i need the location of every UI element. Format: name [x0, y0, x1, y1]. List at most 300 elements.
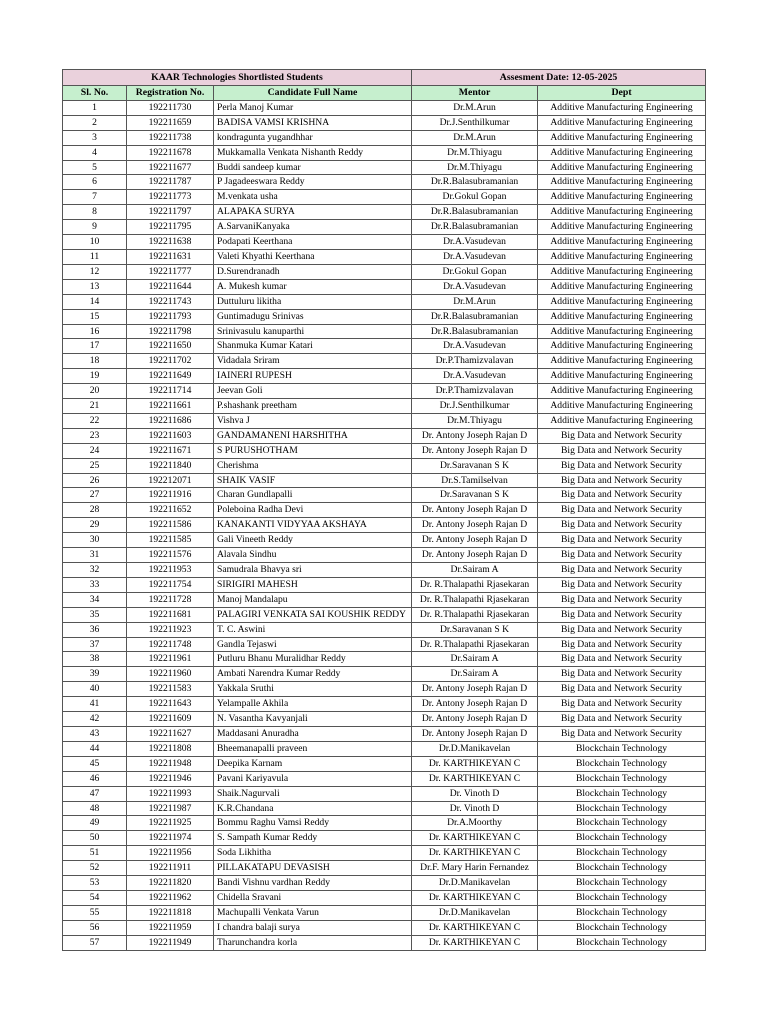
table-row: [63, 890, 706, 905]
table-row: [63, 190, 706, 205]
cell-dept: Additive Manufacturing Engineering: [538, 309, 706, 324]
table-row: [63, 726, 706, 741]
table-row: [63, 354, 706, 369]
cell-sl-no: 1: [63, 100, 127, 115]
table-row: [63, 533, 706, 548]
cell-sl-no: 35: [63, 607, 127, 622]
cell-dept: Blockchain Technology: [538, 905, 706, 920]
cell-candidate-name: S. Sampath Kumar Reddy: [214, 831, 412, 846]
cell-dept: Big Data and Network Security: [538, 697, 706, 712]
cell-sl-no: 46: [63, 771, 127, 786]
cell-dept: Additive Manufacturing Engineering: [538, 145, 706, 160]
cell-sl-no: 39: [63, 667, 127, 682]
cell-registration-no: 192211671: [127, 443, 214, 458]
cell-sl-no: 36: [63, 622, 127, 637]
table-row: [63, 816, 706, 831]
col-header-mentor: Mentor: [412, 86, 538, 101]
cell-registration-no: 192211738: [127, 130, 214, 145]
cell-candidate-name: Gandla Tejaswi: [214, 637, 412, 652]
cell-candidate-name: T. C. Aswini: [214, 622, 412, 637]
cell-sl-no: 13: [63, 279, 127, 294]
cell-dept: Big Data and Network Security: [538, 726, 706, 741]
table-row: [63, 637, 706, 652]
cell-registration-no: 192212071: [127, 473, 214, 488]
cell-registration-no: 192211649: [127, 369, 214, 384]
col-header-dept: Dept: [538, 86, 706, 101]
cell-registration-no: 192211681: [127, 607, 214, 622]
cell-mentor: Dr.S.Tamilselvan: [412, 473, 538, 488]
cell-sl-no: 29: [63, 518, 127, 533]
table-row: [63, 130, 706, 145]
cell-candidate-name: P.shashank preetham: [214, 399, 412, 414]
cell-mentor: Dr. Antony Joseph Rajan D: [412, 518, 538, 533]
cell-sl-no: 16: [63, 324, 127, 339]
cell-mentor: Dr.D.Manikavelan: [412, 741, 538, 756]
cell-dept: Additive Manufacturing Engineering: [538, 130, 706, 145]
cell-registration-no: 192211714: [127, 384, 214, 399]
cell-sl-no: 20: [63, 384, 127, 399]
cell-dept: Additive Manufacturing Engineering: [538, 264, 706, 279]
cell-registration-no: 192211644: [127, 279, 214, 294]
table-row: [63, 413, 706, 428]
cell-candidate-name: Vidadala Sriram: [214, 354, 412, 369]
table-row: [63, 488, 706, 503]
cell-mentor: Dr. Vinoth D: [412, 801, 538, 816]
table-row: [63, 682, 706, 697]
cell-candidate-name: S PURUSHOTHAM: [214, 443, 412, 458]
table-row: [63, 935, 706, 950]
cell-registration-no: 192211993: [127, 786, 214, 801]
cell-mentor: Dr.Saravanan S K: [412, 458, 538, 473]
cell-dept: Big Data and Network Security: [538, 637, 706, 652]
cell-registration-no: 192211925: [127, 816, 214, 831]
cell-registration-no: 192211583: [127, 682, 214, 697]
cell-mentor: Dr.M.Arun: [412, 130, 538, 145]
table-row: [63, 473, 706, 488]
cell-candidate-name: Deepika Karnam: [214, 756, 412, 771]
cell-candidate-name: K.R.Chandana: [214, 801, 412, 816]
cell-sl-no: 38: [63, 652, 127, 667]
cell-dept: Blockchain Technology: [538, 801, 706, 816]
cell-candidate-name: Putluru Bhanu Muralidhar Reddy: [214, 652, 412, 667]
table-row: [63, 920, 706, 935]
cell-sl-no: 49: [63, 816, 127, 831]
cell-candidate-name: D.Surendranadh: [214, 264, 412, 279]
cell-registration-no: 192211961: [127, 652, 214, 667]
cell-candidate-name: GANDAMANENI HARSHITHA: [214, 428, 412, 443]
cell-dept: Big Data and Network Security: [538, 712, 706, 727]
cell-sl-no: 17: [63, 339, 127, 354]
cell-registration-no: 192211702: [127, 354, 214, 369]
cell-sl-no: 40: [63, 682, 127, 697]
cell-mentor: Dr.R.Balasubramanian: [412, 309, 538, 324]
cell-mentor: Dr. R.Thalapathi Rjasekaran: [412, 607, 538, 622]
table-row: [63, 339, 706, 354]
table-row: [63, 220, 706, 235]
assessment-date: Assesment Date: 12-05-2025: [412, 70, 706, 86]
cell-mentor: Dr.D.Manikavelan: [412, 876, 538, 891]
cell-candidate-name: Vishva J: [214, 413, 412, 428]
cell-sl-no: 42: [63, 712, 127, 727]
table-row: [63, 741, 706, 756]
cell-candidate-name: Soda Likhitha: [214, 846, 412, 861]
cell-mentor: Dr. Antony Joseph Rajan D: [412, 533, 538, 548]
sheet-title: KAAR Technologies Shortlisted Students: [63, 70, 412, 86]
cell-mentor: Dr. R.Thalapathi Rjasekaran: [412, 592, 538, 607]
cell-registration-no: 192211586: [127, 518, 214, 533]
cell-candidate-name: Charan Gundlapalli: [214, 488, 412, 503]
table-row: [63, 577, 706, 592]
cell-mentor: Dr. Antony Joseph Rajan D: [412, 428, 538, 443]
cell-mentor: Dr.D.Manikavelan: [412, 905, 538, 920]
cell-dept: Big Data and Network Security: [538, 503, 706, 518]
cell-dept: Big Data and Network Security: [538, 577, 706, 592]
cell-candidate-name: KANAKANTI VIDYYAA AKSHAYA: [214, 518, 412, 533]
cell-mentor: Dr. Antony Joseph Rajan D: [412, 697, 538, 712]
cell-sl-no: 5: [63, 160, 127, 175]
cell-candidate-name: PALAGIRI VENKATA SAI KOUSHIK REDDY: [214, 607, 412, 622]
cell-registration-no: 192211659: [127, 115, 214, 130]
cell-mentor: Dr.A.Vasudevan: [412, 339, 538, 354]
table-row: [63, 861, 706, 876]
table-row: [63, 563, 706, 578]
cell-mentor: Dr. KARTHIKEYAN C: [412, 771, 538, 786]
cell-dept: Additive Manufacturing Engineering: [538, 205, 706, 220]
cell-mentor: Dr. Antony Joseph Rajan D: [412, 682, 538, 697]
cell-sl-no: 12: [63, 264, 127, 279]
cell-mentor: Dr.R.Balasubramanian: [412, 220, 538, 235]
cell-dept: Blockchain Technology: [538, 741, 706, 756]
cell-dept: Big Data and Network Security: [538, 458, 706, 473]
cell-candidate-name: IAINERI RUPESH: [214, 369, 412, 384]
cell-dept: Blockchain Technology: [538, 831, 706, 846]
cell-sl-no: 14: [63, 294, 127, 309]
cell-candidate-name: Machupalli Venkata Varun: [214, 905, 412, 920]
cell-candidate-name: Perla Manoj Kumar: [214, 100, 412, 115]
cell-mentor: Dr. Antony Joseph Rajan D: [412, 443, 538, 458]
cell-candidate-name: Tharunchandra korla: [214, 935, 412, 950]
cell-sl-no: 53: [63, 876, 127, 891]
cell-registration-no: 192211840: [127, 458, 214, 473]
table-row: [63, 205, 706, 220]
cell-registration-no: 192211748: [127, 637, 214, 652]
cell-dept: Additive Manufacturing Engineering: [538, 339, 706, 354]
cell-mentor: Dr.F. Mary Harin Fernandez: [412, 861, 538, 876]
cell-sl-no: 18: [63, 354, 127, 369]
cell-dept: Big Data and Network Security: [538, 443, 706, 458]
cell-registration-no: 192211643: [127, 697, 214, 712]
cell-candidate-name: Pavani Kariyavula: [214, 771, 412, 786]
cell-candidate-name: Ambati Narendra Kumar Reddy: [214, 667, 412, 682]
cell-candidate-name: SIRIGIRI MAHESH: [214, 577, 412, 592]
table-row: [63, 846, 706, 861]
table-row: [63, 622, 706, 637]
cell-mentor: Dr.R.Balasubramanian: [412, 324, 538, 339]
cell-dept: Additive Manufacturing Engineering: [538, 235, 706, 250]
cell-sl-no: 25: [63, 458, 127, 473]
cell-candidate-name: Mukkamalla Venkata Nishanth Reddy: [214, 145, 412, 160]
cell-mentor: Dr.A.Moorthy: [412, 816, 538, 831]
cell-registration-no: 192211818: [127, 905, 214, 920]
cell-candidate-name: Srinivasulu kanuparthi: [214, 324, 412, 339]
table-row: [63, 369, 706, 384]
cell-mentor: Dr.A.Vasudevan: [412, 369, 538, 384]
table-row: [63, 443, 706, 458]
cell-sl-no: 52: [63, 861, 127, 876]
table-row: [63, 756, 706, 771]
cell-candidate-name: Maddasani Anuradha: [214, 726, 412, 741]
cell-dept: Additive Manufacturing Engineering: [538, 324, 706, 339]
cell-registration-no: 192211797: [127, 205, 214, 220]
cell-dept: Additive Manufacturing Engineering: [538, 175, 706, 190]
col-header-registration-no: Registration No.: [127, 86, 214, 101]
cell-mentor: Dr. Antony Joseph Rajan D: [412, 726, 538, 741]
table-row: [63, 905, 706, 920]
cell-candidate-name: Valeti Khyathi Keerthana: [214, 249, 412, 264]
cell-candidate-name: A. Mukesh kumar: [214, 279, 412, 294]
cell-dept: Big Data and Network Security: [538, 518, 706, 533]
cell-dept: Additive Manufacturing Engineering: [538, 249, 706, 264]
table-row: [63, 399, 706, 414]
cell-registration-no: 192211777: [127, 264, 214, 279]
cell-dept: Big Data and Network Security: [538, 607, 706, 622]
col-header-candidate-name: Candidate Full Name: [214, 86, 412, 101]
cell-mentor: Dr.P.Thamizvalavan: [412, 354, 538, 369]
cell-candidate-name: P Jagadeeswara Reddy: [214, 175, 412, 190]
cell-candidate-name: BADISA VAMSI KRISHNA: [214, 115, 412, 130]
cell-dept: Big Data and Network Security: [538, 533, 706, 548]
cell-registration-no: 192211627: [127, 726, 214, 741]
cell-registration-no: 192211960: [127, 667, 214, 682]
cell-registration-no: 192211603: [127, 428, 214, 443]
cell-registration-no: 192211576: [127, 548, 214, 563]
cell-candidate-name: Cherishma: [214, 458, 412, 473]
cell-registration-no: 192211677: [127, 160, 214, 175]
cell-registration-no: 192211948: [127, 756, 214, 771]
cell-registration-no: 192211787: [127, 175, 214, 190]
cell-dept: Additive Manufacturing Engineering: [538, 115, 706, 130]
cell-sl-no: 37: [63, 637, 127, 652]
table-row: [63, 279, 706, 294]
cell-mentor: Dr. KARTHIKEYAN C: [412, 846, 538, 861]
cell-dept: Big Data and Network Security: [538, 563, 706, 578]
cell-mentor: Dr.P.Thamizvalavan: [412, 384, 538, 399]
cell-sl-no: 41: [63, 697, 127, 712]
cell-sl-no: 4: [63, 145, 127, 160]
cell-dept: Additive Manufacturing Engineering: [538, 100, 706, 115]
cell-candidate-name: Duttuluru likitha: [214, 294, 412, 309]
cell-dept: Big Data and Network Security: [538, 548, 706, 563]
cell-dept: Additive Manufacturing Engineering: [538, 294, 706, 309]
cell-dept: Big Data and Network Security: [538, 682, 706, 697]
cell-registration-no: 192211808: [127, 741, 214, 756]
table-row: [63, 100, 706, 115]
cell-mentor: Dr.Saravanan S K: [412, 488, 538, 503]
table-row: [63, 458, 706, 473]
cell-registration-no: 192211773: [127, 190, 214, 205]
table-row: [63, 324, 706, 339]
table-row: [63, 786, 706, 801]
cell-candidate-name: PILLAKATAPU DEVASISH: [214, 861, 412, 876]
cell-mentor: Dr. Antony Joseph Rajan D: [412, 548, 538, 563]
table-row: [63, 697, 706, 712]
cell-registration-no: 192211798: [127, 324, 214, 339]
cell-mentor: Dr.M.Arun: [412, 294, 538, 309]
table-row: [63, 115, 706, 130]
cell-candidate-name: Samudrala Bhavya sri: [214, 563, 412, 578]
cell-registration-no: 192211650: [127, 339, 214, 354]
cell-dept: Blockchain Technology: [538, 756, 706, 771]
cell-registration-no: 192211686: [127, 413, 214, 428]
cell-mentor: Dr. R.Thalapathi Rjasekaran: [412, 577, 538, 592]
cell-sl-no: 7: [63, 190, 127, 205]
cell-sl-no: 15: [63, 309, 127, 324]
cell-registration-no: 192211953: [127, 563, 214, 578]
cell-dept: Additive Manufacturing Engineering: [538, 384, 706, 399]
table-row: [63, 771, 706, 786]
cell-mentor: Dr. KARTHIKEYAN C: [412, 935, 538, 950]
cell-mentor: Dr.Saravanan S K: [412, 622, 538, 637]
cell-mentor: Dr. KARTHIKEYAN C: [412, 831, 538, 846]
cell-sl-no: 32: [63, 563, 127, 578]
cell-candidate-name: N. Vasantha Kavyanjali: [214, 712, 412, 727]
cell-registration-no: 192211638: [127, 235, 214, 250]
cell-sl-no: 55: [63, 905, 127, 920]
table-body: [63, 100, 706, 950]
cell-mentor: Dr.R.Balasubramanian: [412, 205, 538, 220]
cell-candidate-name: Bheemanapalli praveen: [214, 741, 412, 756]
cell-registration-no: 192211585: [127, 533, 214, 548]
cell-mentor: Dr.M.Arun: [412, 100, 538, 115]
cell-dept: Big Data and Network Security: [538, 652, 706, 667]
cell-registration-no: 192211795: [127, 220, 214, 235]
table-row: [63, 592, 706, 607]
cell-sl-no: 54: [63, 890, 127, 905]
cell-dept: Additive Manufacturing Engineering: [538, 160, 706, 175]
cell-sl-no: 56: [63, 920, 127, 935]
cell-dept: Blockchain Technology: [538, 920, 706, 935]
cell-registration-no: 192211923: [127, 622, 214, 637]
cell-registration-no: 192211678: [127, 145, 214, 160]
cell-sl-no: 8: [63, 205, 127, 220]
cell-mentor: Dr. Antony Joseph Rajan D: [412, 503, 538, 518]
cell-dept: Additive Manufacturing Engineering: [538, 399, 706, 414]
cell-candidate-name: Bommu Raghu Vamsi Reddy: [214, 816, 412, 831]
cell-dept: Big Data and Network Security: [538, 473, 706, 488]
cell-sl-no: 10: [63, 235, 127, 250]
cell-mentor: Dr. Antony Joseph Rajan D: [412, 712, 538, 727]
cell-sl-no: 30: [63, 533, 127, 548]
table-row: [63, 428, 706, 443]
title-row: [63, 70, 706, 86]
cell-mentor: Dr.Gokul Gopan: [412, 264, 538, 279]
cell-candidate-name: kondragunta yugandhhar: [214, 130, 412, 145]
cell-registration-no: 192211793: [127, 309, 214, 324]
cell-candidate-name: Bandi Vishnu vardhan Reddy: [214, 876, 412, 891]
cell-sl-no: 11: [63, 249, 127, 264]
cell-candidate-name: ALAPAKA SURYA: [214, 205, 412, 220]
shortlist-sheet: [62, 69, 705, 951]
table-row: [63, 712, 706, 727]
cell-dept: Big Data and Network Security: [538, 592, 706, 607]
cell-candidate-name: Alavala Sindhu: [214, 548, 412, 563]
cell-dept: Blockchain Technology: [538, 786, 706, 801]
cell-registration-no: 192211962: [127, 890, 214, 905]
table-row: [63, 652, 706, 667]
cell-dept: Blockchain Technology: [538, 771, 706, 786]
cell-mentor: Dr. KARTHIKEYAN C: [412, 920, 538, 935]
cell-sl-no: 34: [63, 592, 127, 607]
cell-sl-no: 28: [63, 503, 127, 518]
cell-candidate-name: Shaik.Nagurvali: [214, 786, 412, 801]
cell-mentor: Dr.Sairam A: [412, 667, 538, 682]
cell-sl-no: 51: [63, 846, 127, 861]
cell-sl-no: 9: [63, 220, 127, 235]
cell-dept: Blockchain Technology: [538, 816, 706, 831]
table-row: [63, 607, 706, 622]
cell-mentor: Dr.M.Thiyagu: [412, 160, 538, 175]
cell-mentor: Dr.M.Thiyagu: [412, 145, 538, 160]
cell-dept: Additive Manufacturing Engineering: [538, 354, 706, 369]
cell-sl-no: 6: [63, 175, 127, 190]
cell-candidate-name: Yelampalle Akhila: [214, 697, 412, 712]
shortlist-table: [62, 69, 706, 951]
cell-mentor: Dr.Sairam A: [412, 563, 538, 578]
cell-sl-no: 24: [63, 443, 127, 458]
cell-sl-no: 2: [63, 115, 127, 130]
cell-dept: Blockchain Technology: [538, 846, 706, 861]
table-row: [63, 667, 706, 682]
table-row: [63, 249, 706, 264]
cell-dept: Additive Manufacturing Engineering: [538, 279, 706, 294]
cell-registration-no: 192211949: [127, 935, 214, 950]
cell-candidate-name: Poleboina Radha Devi: [214, 503, 412, 518]
cell-sl-no: 19: [63, 369, 127, 384]
cell-mentor: Dr.Sairam A: [412, 652, 538, 667]
cell-registration-no: 192211661: [127, 399, 214, 414]
cell-dept: Big Data and Network Security: [538, 488, 706, 503]
cell-mentor: Dr.A.Vasudevan: [412, 235, 538, 250]
header-row: [63, 86, 706, 101]
cell-sl-no: 3: [63, 130, 127, 145]
table-row: [63, 548, 706, 563]
cell-candidate-name: Jeevan Goli: [214, 384, 412, 399]
cell-registration-no: 192211631: [127, 249, 214, 264]
table-row: [63, 160, 706, 175]
cell-mentor: Dr.Gokul Gopan: [412, 190, 538, 205]
cell-dept: Blockchain Technology: [538, 876, 706, 891]
cell-sl-no: 26: [63, 473, 127, 488]
cell-candidate-name: I chandra balaji surya: [214, 920, 412, 935]
cell-registration-no: 192211730: [127, 100, 214, 115]
table-row: [63, 309, 706, 324]
cell-registration-no: 192211911: [127, 861, 214, 876]
cell-dept: Big Data and Network Security: [538, 667, 706, 682]
cell-candidate-name: Chidella Sravani: [214, 890, 412, 905]
cell-sl-no: 50: [63, 831, 127, 846]
cell-mentor: Dr.A.Vasudevan: [412, 279, 538, 294]
cell-mentor: Dr.A.Vasudevan: [412, 249, 538, 264]
cell-dept: Big Data and Network Security: [538, 622, 706, 637]
cell-sl-no: 21: [63, 399, 127, 414]
table-row: [63, 518, 706, 533]
cell-sl-no: 45: [63, 756, 127, 771]
table-row: [63, 384, 706, 399]
cell-registration-no: 192211820: [127, 876, 214, 891]
cell-mentor: Dr. KARTHIKEYAN C: [412, 890, 538, 905]
cell-sl-no: 57: [63, 935, 127, 950]
cell-registration-no: 192211728: [127, 592, 214, 607]
